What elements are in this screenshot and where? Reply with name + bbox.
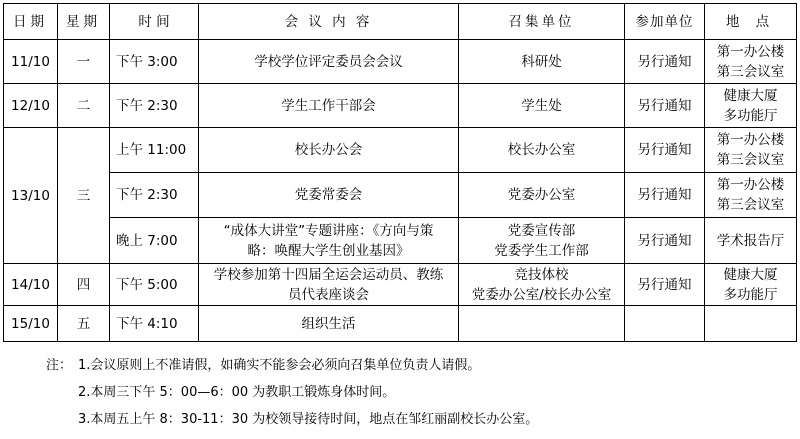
header-location: 地 点: [705, 4, 797, 40]
row-organizer: [459, 264, 625, 306]
organizer-line: 党委办公室/校长办公室: [471, 286, 612, 303]
row-attendees: 另行通知: [625, 40, 705, 84]
row-content: 学生工作干部会: [199, 84, 459, 128]
row-location: [705, 306, 797, 342]
row-attendees: 另行通知: [625, 84, 705, 128]
note-item: [46, 379, 786, 406]
content-line: 略：唤醒大学生创业基因》: [247, 242, 410, 259]
row-time: 晚上 7:00: [110, 218, 199, 264]
row-location: [705, 40, 797, 84]
table-row: [4, 128, 797, 173]
location-line: 健康大厦: [723, 266, 778, 283]
table-row: [4, 264, 797, 306]
location-line: 多功能厅: [723, 107, 778, 124]
row-attendees: 另行通知: [625, 128, 705, 173]
location-line: 健康大厦: [723, 87, 778, 104]
row-content: 校长办公会: [199, 128, 459, 173]
row-location: [705, 128, 797, 173]
row-time: 下午 5:00: [110, 264, 199, 306]
row-weekday: 四: [58, 264, 110, 306]
row-organizer: 学生处: [459, 84, 625, 128]
meeting-schedule-table: [3, 3, 797, 342]
row-attendees: 另行通知: [625, 173, 705, 218]
row-time: 上午 11:00: [110, 128, 199, 173]
organizer-line: 党委学生工作部: [494, 242, 589, 259]
table-header-row: [4, 4, 797, 40]
row-weekday: 五: [58, 306, 110, 342]
location-line: 第一办公楼: [716, 177, 785, 193]
content-line: “成体大讲堂”专题讲座：《方向与策: [223, 222, 434, 239]
notes-prefix: 注：: [46, 358, 73, 373]
note-text: 1.会议原则上不准请假，如确实不能参会必须向召集单位负责人请假。: [78, 358, 481, 373]
header-date: 日期: [4, 4, 58, 40]
row-weekday: 二: [58, 84, 110, 128]
location-line: 第一办公楼: [716, 43, 785, 60]
row-content: 学校学位评定委员会会议: [199, 40, 459, 84]
row-location: [705, 173, 797, 218]
row-time: 下午 3:00: [110, 40, 199, 84]
note-text: 3.本周五上午 8：30-11：30 为校领导接待时间，地点在邹红丽副校长办公室。: [78, 412, 539, 427]
header-weekday: 星期: [58, 4, 110, 40]
location-line: 第一办公楼: [716, 132, 785, 148]
row-content: 组织生活: [199, 306, 459, 342]
row-date: 15/10: [4, 306, 58, 342]
row-date: 12/10: [4, 84, 58, 128]
table-row: [4, 173, 797, 218]
note-item: [46, 406, 786, 433]
row-location: 学术报告厅: [705, 218, 797, 264]
location-line: 第三会议室: [716, 152, 785, 168]
table-row: [4, 218, 797, 264]
row-date: 13/10: [4, 128, 58, 264]
note-text: 2.本周三下午 5：00—6：00 为教职工锻炼身体时间。: [78, 385, 396, 400]
header-organizer: 召集单位: [459, 4, 625, 40]
row-organizer: 党委办公室: [459, 173, 625, 218]
row-content: [199, 264, 459, 306]
row-time: 下午 2:30: [110, 173, 199, 218]
notes-section: [46, 352, 786, 433]
row-attendees: 另行通知: [625, 218, 705, 264]
header-attendees: 参加单位: [625, 4, 705, 40]
row-organizer: 校长办公室: [459, 128, 625, 173]
organizer-line: 竞技体校: [514, 266, 569, 283]
location-line: 多功能厅: [723, 286, 778, 303]
row-content: 党委常委会: [199, 173, 459, 218]
note-item: [46, 352, 786, 379]
row-location: [705, 84, 797, 128]
row-attendees: [625, 306, 705, 342]
row-date: 14/10: [4, 264, 58, 306]
row-attendees: 另行通知: [625, 264, 705, 306]
row-organizer: [459, 306, 625, 342]
row-location: [705, 264, 797, 306]
location-line: 第三会议室: [716, 197, 785, 213]
row-organizer: [459, 218, 625, 264]
row-weekday: 三: [58, 128, 110, 264]
row-weekday: 一: [58, 40, 110, 84]
header-time: 时 间: [110, 4, 199, 40]
row-content: [199, 218, 459, 264]
organizer-line: 党委宣传部: [507, 222, 576, 239]
row-organizer: 科研处: [459, 40, 625, 84]
row-date: 11/10: [4, 40, 58, 84]
header-content: 会 议 内 容: [199, 4, 459, 40]
table-row: [4, 306, 797, 342]
content-line: 员代表座谈会: [288, 286, 369, 303]
row-time: 下午 4:10: [110, 306, 199, 342]
table-row: [4, 84, 797, 128]
row-time: 下午 2:30: [110, 84, 199, 128]
table-row: [4, 40, 797, 84]
location-line: 第三会议室: [716, 63, 785, 80]
content-line: 学校参加第十四届全运会运动员、教练: [213, 266, 444, 283]
